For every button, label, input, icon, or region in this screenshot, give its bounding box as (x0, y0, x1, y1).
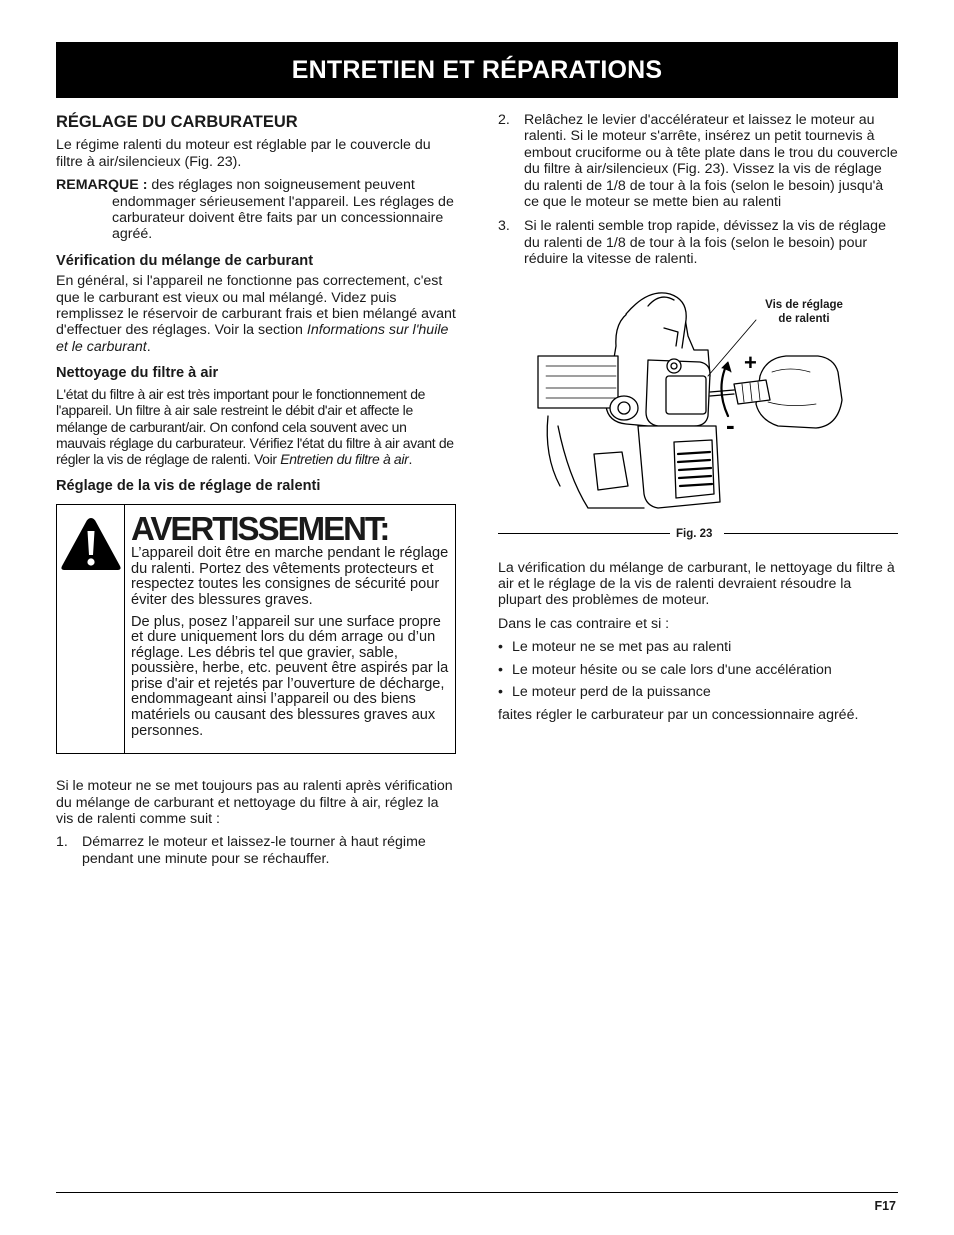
page-title: ENTRETIEN ET RÉPARATIONS (291, 55, 663, 84)
list-item: • Le moteur perd de la puissance (498, 684, 898, 700)
warning-triangle-icon (60, 516, 122, 572)
air-filter-text: L'état du filtre à air est très important pour le fonctionnement de l'appareil. Un filtre à air sale restreint le débit d'air et affecte le mélange de carburant/air. On confond cela souvent avec un mauvais réglage du carburateur. Vérifiez l'état du filtre à air avant de régler la vis de réglage de ralenti. Voir (56, 385, 454, 468)
step-text: Relâchez le levier d'accélérateur et laissez le moteur au ralenti. Si le moteur s'arrête, insérez un petit tournevis à embout cruciforme ou à tête plate dans le trou du couvercle du filtre à air/silencieux (Fig. 23). Vissez la vis de réglage du ralenti de 1/8 de tour à la fois (selon le besoin) jusqu'à ce que le moteur se mette bien au ralenti (524, 112, 898, 211)
footer-rule (56, 1192, 898, 1193)
warning-title: AVERTISSEMENT: (131, 510, 389, 548)
left-steps-list (56, 834, 456, 867)
after-warning-paragraph: Si le moteur ne se met toujours pas au ralenti après vérification du mélange de carburant et nettoyage du filtre à air, réglez la vis de ralenti comme suit : (56, 778, 453, 827)
callout-line-2: de ralenti (778, 312, 830, 325)
page-number: F17 (874, 1199, 896, 1213)
fuel-mix-paragraph (56, 273, 456, 355)
remark-paragraph (56, 177, 456, 243)
fuel-mix-text: En général, si l'appareil ne fonctionne pas correctement, c'est que le carburant est vieux ou mal mélangé. Videz puis remplissez le réservoir de carburant frais et bien mélangé avant d'effectuer des réglages. Voir la section (56, 273, 456, 339)
minus-sign: - (726, 409, 735, 440)
figure-caption-row (498, 526, 898, 540)
fuel-mix-reference: Informations sur l'huile et le carburant (56, 322, 449, 355)
caption-rule-right (724, 533, 898, 534)
plus-sign: + (744, 349, 757, 375)
subheading-idle-screw: Réglage de la vis de réglage de ralenti (56, 477, 321, 494)
step-text: Démarrez le moteur et laissez-le tourner à haut régime pendant une minute pour se réchauffer. (82, 834, 426, 867)
callout-line-1: Vis de réglage (765, 298, 843, 311)
warning-box (56, 504, 456, 754)
idle-screw-callout (744, 298, 864, 326)
section-title: RÉGLAGE DU CARBURATEUR (56, 113, 298, 131)
summary-paragraph: La vérification du mélange de carburant, le nettoyage du filtre à air et le réglage de la vis de ralenti devraient résoudre la plupart des problèmes de moteur. (498, 559, 895, 609)
subheading-fuel-mix: Vérification du mélange de carburant (56, 252, 314, 269)
air-filter-reference: Entretien du filtre à air (280, 451, 409, 468)
subheading-air-filter: Nettoyage du filtre à air (56, 365, 219, 382)
warning-content (131, 512, 453, 745)
step-item (56, 834, 456, 867)
step-text: Si le ralenti semble trop rapide, dévissez la vis de réglage du ralenti de 1/8 de tour à la fois (selon le besoin) pour réduire la vitesse de ralenti. (524, 218, 886, 268)
remark-text: des réglages non soigneusement peuvent endommager sérieusement l'appareil. Les réglages de carburateur doivent être faits par un concessionnaire agréé. (112, 177, 454, 243)
step-item (498, 218, 898, 267)
condition-paragraph: Dans le cas contraire et si : (498, 615, 670, 632)
step-number: 2. (498, 112, 510, 128)
right-steps-list (498, 112, 898, 268)
caption-rule-left (498, 533, 670, 534)
step-number: 1. (56, 834, 68, 851)
step-number: 3. (498, 218, 510, 235)
closing-paragraph: faites régler le carburateur par un concessionnaire agréé. (498, 706, 859, 723)
list-item: • Le moteur ne se met pas au ralenti (498, 639, 898, 655)
list-item: • Le moteur hésite ou se cale lors d'une accélération (498, 662, 898, 678)
figure-caption: Fig. 23 (676, 527, 713, 540)
figure-23 (498, 276, 898, 538)
warning-text-1: L’appareil doit être en marche pendant le réglage du ralenti. Portez des vêtements protecteurs et respectez toutes les consignes de sécurité pour éviter des blessures graves. (131, 545, 449, 608)
left-column (56, 112, 456, 875)
step-item (498, 112, 898, 210)
symptom-list (498, 639, 898, 700)
air-filter-end: . (408, 451, 412, 468)
air-filter-paragraph (56, 386, 456, 468)
warning-icon-cell (57, 504, 125, 753)
fuel-mix-end: . (146, 338, 151, 355)
right-column (498, 112, 898, 730)
intro-paragraph: Le régime ralenti du moteur est réglable par le couvercle du filtre à air/silencieux (Fig. 23). (56, 137, 431, 170)
remark-label: REMARQUE : (56, 177, 148, 194)
page-header-banner (56, 42, 898, 98)
warning-text-2: De plus, posez l’appareil sur une surface propre et dure uniquement lors du dém arrage ou d’un réglage. Les débris tel que gravier, sable, poussière, herbe, etc. peuvent être aspirés par la prise d'air et rejetés par l’ouverture de décharge, endommageant ainsi l’appareil ou des biens matériels ou causant des blessures graves aux personnes. (131, 613, 449, 739)
